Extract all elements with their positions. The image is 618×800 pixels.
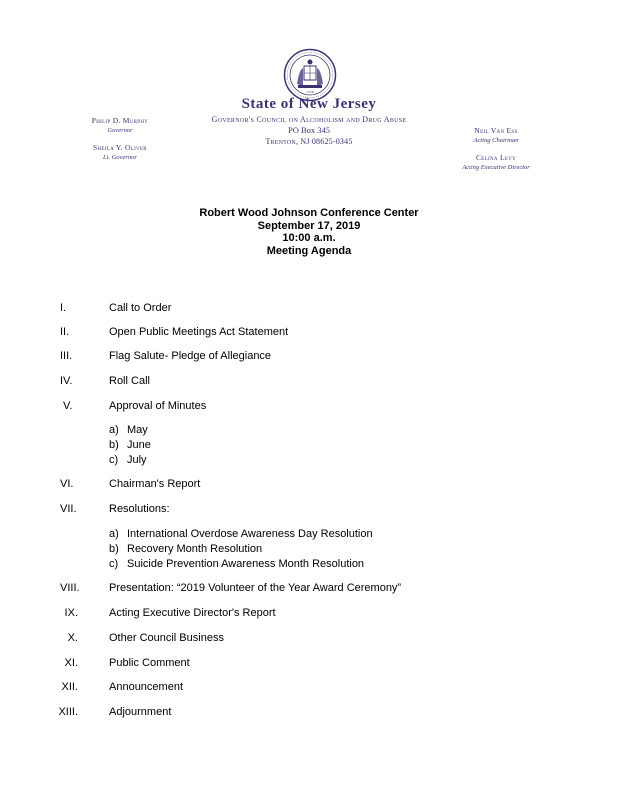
item-text: Chairman's Report bbox=[109, 478, 201, 490]
meeting-date: September 17, 2019 bbox=[257, 219, 361, 232]
sub-item-text: May bbox=[127, 424, 148, 436]
letterhead-city: Trenton, NJ 08625-0345 bbox=[265, 137, 353, 146]
letterhead-right-officials bbox=[446, 126, 546, 180]
official-name: Philip D. Murphy bbox=[91, 116, 149, 125]
item-number: I. bbox=[60, 302, 67, 314]
item-text: Acting Executive Director's Report bbox=[109, 607, 276, 619]
sub-item-letter: a) bbox=[109, 424, 119, 436]
official-name: Sheila Y. Oliver bbox=[93, 143, 147, 152]
item-number: V. bbox=[63, 400, 73, 412]
letterhead-left-officials bbox=[80, 116, 160, 170]
item-number: II. bbox=[60, 326, 70, 338]
letterhead-council: Governor's Council on Alcoholism and Drug Abuse bbox=[211, 115, 407, 124]
item-number: VIII. bbox=[60, 582, 80, 594]
item-number: XI. bbox=[64, 657, 78, 669]
item-text: Public Comment bbox=[109, 657, 190, 669]
letterhead-po-box: PO Box 345 bbox=[287, 125, 331, 135]
state-seal-icon bbox=[283, 48, 337, 102]
item-text: Open Public Meetings Act Statement bbox=[109, 326, 289, 338]
item-text: Announcement bbox=[109, 681, 183, 693]
item-number: III. bbox=[60, 350, 73, 362]
official-name: Celina Levy bbox=[475, 153, 517, 162]
item-text: Other Council Business bbox=[109, 632, 224, 644]
official-name: Neil Van Ess bbox=[474, 126, 518, 135]
sub-item-letter: b) bbox=[109, 543, 119, 555]
item-number: IV. bbox=[60, 375, 73, 387]
item-text: Adjournment bbox=[109, 706, 172, 718]
item-number: XIII. bbox=[58, 706, 78, 718]
letterhead-state: State of New Jersey bbox=[241, 96, 377, 112]
item-number: IX. bbox=[64, 607, 78, 619]
official-role: Lt. Governor bbox=[103, 154, 137, 161]
sub-item-letter: c) bbox=[109, 558, 119, 570]
sub-item-text: June bbox=[127, 439, 151, 451]
sub-item-letter: b) bbox=[109, 439, 119, 451]
item-text: Call to Order bbox=[109, 302, 172, 314]
sub-item-text: International Overdose Awareness Day Resolution bbox=[127, 528, 373, 540]
official-role: Acting Executive Director bbox=[462, 164, 530, 171]
item-text: Roll Call bbox=[109, 375, 150, 387]
sub-item-letter: a) bbox=[109, 528, 119, 540]
item-text: Resolutions: bbox=[109, 503, 170, 515]
venue: Robert Wood Johnson Conference Center bbox=[199, 207, 419, 219]
sub-item-text: Recovery Month Resolution bbox=[127, 543, 263, 555]
item-number: XII. bbox=[61, 681, 78, 693]
meeting-time: 10:00 a.m. bbox=[282, 232, 336, 244]
item-number: X. bbox=[67, 632, 78, 644]
agenda-heading bbox=[0, 207, 618, 257]
official-role: Acting Chairman bbox=[473, 137, 519, 144]
item-text: Flag Salute- Pledge of Allegiance bbox=[109, 350, 272, 362]
item-text: Presentation: “2019 Volunteer of the Year Award Ceremony” bbox=[109, 582, 402, 594]
svg-text:1776: 1776 bbox=[306, 90, 314, 94]
item-number: VII. bbox=[60, 503, 77, 515]
item-text: Approval of Minutes bbox=[109, 400, 207, 412]
sub-item-text: July bbox=[127, 454, 147, 466]
sub-item-letter: c) bbox=[109, 454, 119, 466]
official-role: Governor bbox=[107, 127, 133, 134]
document-title: Meeting Agenda bbox=[266, 244, 352, 257]
sub-item-text: Suicide Prevention Awareness Month Resolution bbox=[127, 558, 365, 570]
item-number: VI. bbox=[60, 478, 74, 490]
